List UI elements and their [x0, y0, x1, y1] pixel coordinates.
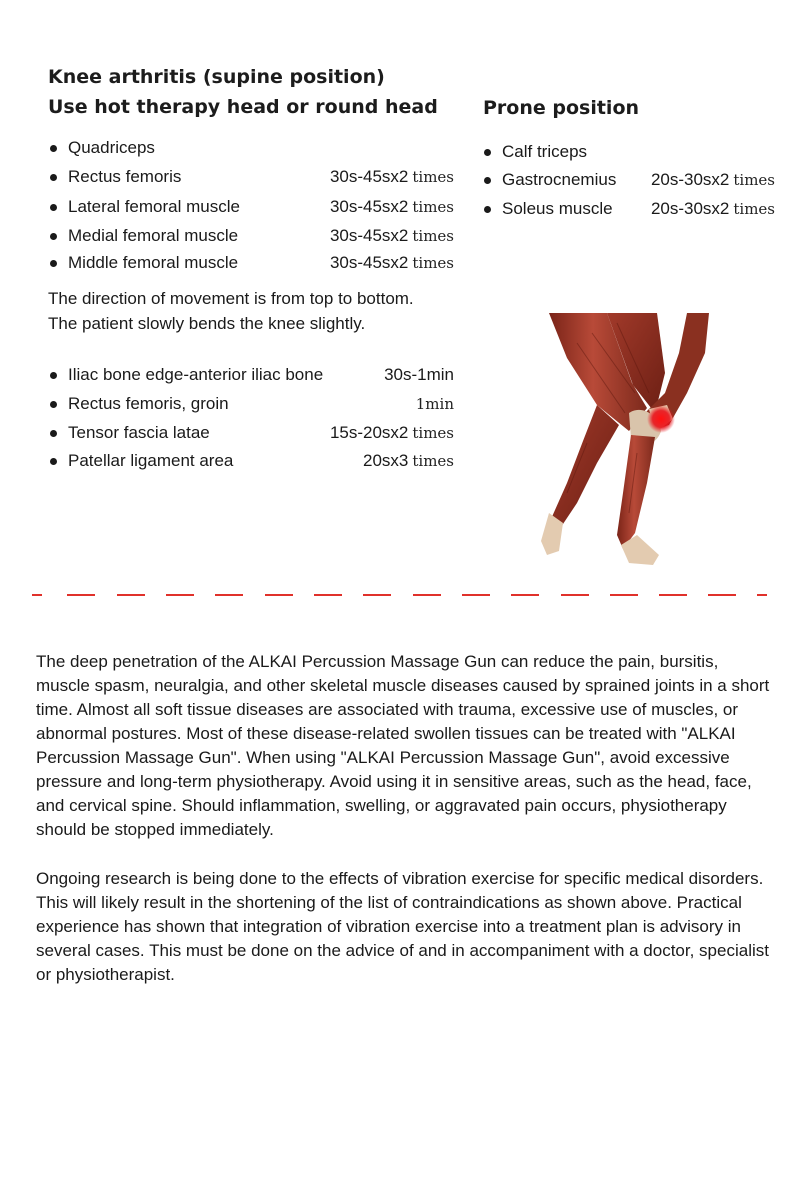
item-duration: 20s-30sx2 times: [650, 199, 775, 218]
bullet-icon: [50, 174, 57, 181]
list-item: [47, 136, 454, 160]
list-item: [47, 224, 454, 248]
bullet-icon: [50, 372, 57, 379]
item-label: Gastrocnemius: [502, 170, 617, 189]
item-label: Iliac bone edge-anterior iliac bone: [68, 365, 324, 384]
item-duration: 1min: [415, 395, 454, 413]
supine-subtitle: Use hot therapy head or round head: [48, 96, 438, 118]
item-label: Rectus femoris: [68, 167, 182, 186]
list-item: [47, 195, 454, 219]
prone-title: Prone position: [483, 97, 640, 119]
patient-note: The patient slowly bends the knee slightly.: [48, 314, 366, 333]
item-duration: 20sx3 times: [363, 451, 454, 470]
list-item: [481, 140, 775, 164]
item-duration: 30s-45sx2 times: [329, 226, 454, 245]
item-label: Quadriceps: [68, 138, 155, 157]
list-item: [47, 392, 454, 416]
item-label: Medial femoral muscle: [68, 226, 239, 245]
item-label: Lateral femoral muscle: [68, 197, 240, 216]
item-label: Calf triceps: [502, 142, 588, 161]
list-item: [47, 449, 454, 473]
anatomy-icon: [537, 313, 710, 568]
item-label: Patellar ligament area: [68, 451, 234, 470]
bullet-icon: [484, 149, 491, 156]
bullet-icon: [50, 233, 57, 240]
bullet-icon: [50, 145, 57, 152]
item-duration: 30s-45sx2 times: [329, 197, 454, 216]
item-duration: 30s-45sx2 times: [329, 167, 454, 186]
movement-note: The direction of movement is from top to bottom.: [48, 289, 414, 308]
safety-paragraph: The deep penetration of the ALKAI Percussion Massage Gun can reduce the pain, bursitis, muscle spasm, neuralgia, and other skeletal muscle diseases caused by sprained joints in a short time. Almost all soft tissue diseases are associated with trauma, excessive use of muscles, or abnormal postures. Most of these disease-related swollen tissues can be treated with "ALKAI Percussion Massage Gun". When using "ALKAI Percussion Massage Gun", avoid excessive pressure and long-term physiotherapy. Avoid using it in sensitive areas, such as the head, face, and cervical spine. Should inflammation, swelling, or aggravated pain occurs, physiotherapy should be stopped immediately.: [36, 652, 770, 839]
list-item: [47, 363, 454, 387]
bullet-icon: [50, 458, 57, 465]
bullet-icon: [484, 206, 491, 213]
research-paragraph: Ongoing research is being done to the effects of vibration exercise for specific medical disorders. This will likely result in the shortening of the list of contraindications as shown above. Practical experience has shown that integration of vibration exercise into a treatment plan is advisory in several cases. This must be done on the advice of and in accompaniment with a doctor, specialist or physiotherapist.: [36, 869, 769, 984]
bullet-icon: [484, 177, 491, 184]
supine-title: Knee arthritis (supine position): [48, 66, 385, 88]
item-duration: 15s-20sx2 times: [329, 423, 454, 442]
item-label: Middle femoral muscle: [68, 253, 239, 272]
bullet-icon: [50, 430, 57, 437]
item-label: Soleus muscle: [502, 199, 613, 218]
list-item: [47, 421, 454, 445]
item-label: Tensor fascia latae: [68, 423, 210, 442]
item-duration: 30s-45sx2 times: [329, 253, 454, 272]
bullet-icon: [50, 401, 57, 408]
leg-muscle-illustration: [537, 313, 710, 568]
item-label: Rectus femoris, groin: [68, 394, 229, 413]
item-duration: 30s-1min: [384, 365, 454, 384]
bullet-icon: [50, 260, 57, 267]
list-item: [481, 197, 775, 221]
list-item: [47, 251, 454, 275]
list-item: [481, 168, 775, 192]
treatment-point-icon: [647, 405, 675, 433]
item-duration: 20s-30sx2 times: [650, 170, 775, 189]
list-item: [47, 165, 454, 189]
bullet-icon: [50, 204, 57, 211]
